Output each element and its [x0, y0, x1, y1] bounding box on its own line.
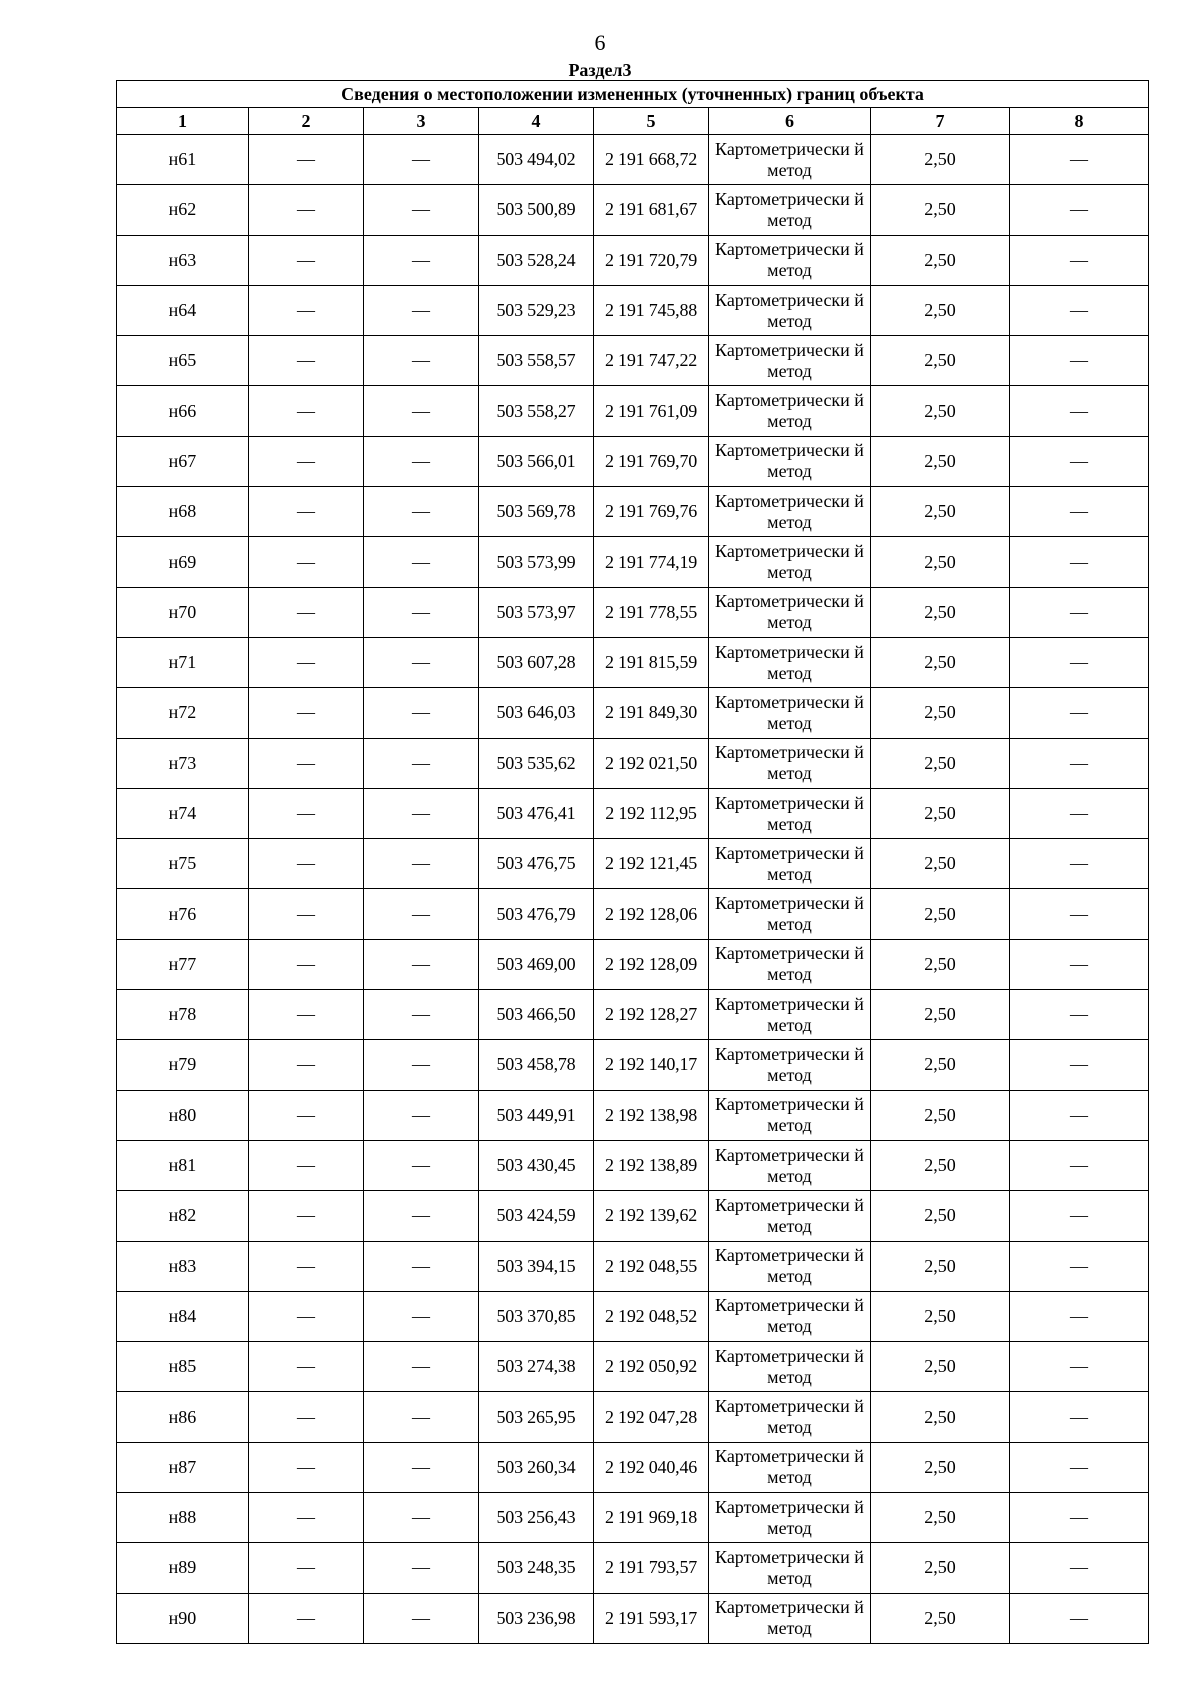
- boundary-coordinates-table: [116, 80, 1149, 1644]
- accuracy-cell: 2,50: [871, 285, 1010, 335]
- y-coordinate-cell: 2 192 138,98: [594, 1090, 709, 1140]
- accuracy-cell: 2,50: [871, 1140, 1010, 1190]
- point-name-cell: н79: [117, 1040, 249, 1090]
- table-row: [117, 336, 1149, 386]
- accuracy-cell: 2,50: [871, 990, 1010, 1040]
- col8-cell: —: [1010, 1543, 1149, 1593]
- point-name-cell: н90: [117, 1593, 249, 1643]
- y-coordinate-cell: 2 191 720,79: [594, 235, 709, 285]
- col3-cell: —: [364, 1241, 479, 1291]
- col8-cell: —: [1010, 1291, 1149, 1341]
- accuracy-cell: 2,50: [871, 637, 1010, 687]
- accuracy-cell: 2,50: [871, 537, 1010, 587]
- col3-cell: —: [364, 1140, 479, 1190]
- col2-cell: —: [249, 1140, 364, 1190]
- y-coordinate-cell: 2 192 021,50: [594, 738, 709, 788]
- point-name-cell: н85: [117, 1342, 249, 1392]
- col3-cell: —: [364, 1593, 479, 1643]
- col3-cell: —: [364, 1291, 479, 1341]
- accuracy-cell: 2,50: [871, 1040, 1010, 1090]
- col2-cell: —: [249, 1090, 364, 1140]
- table-row: [117, 1342, 1149, 1392]
- point-name-cell: н69: [117, 537, 249, 587]
- col2-cell: —: [249, 1040, 364, 1090]
- method-cell: Картометрически й метод: [709, 1493, 871, 1543]
- col3-cell: —: [364, 386, 479, 436]
- col8-cell: —: [1010, 939, 1149, 989]
- x-coordinate-cell: 503 528,24: [479, 235, 594, 285]
- section-title: Раздел3: [568, 60, 632, 80]
- point-name-cell: н88: [117, 1493, 249, 1543]
- x-coordinate-cell: 503 260,34: [479, 1442, 594, 1492]
- col8-cell: —: [1010, 336, 1149, 386]
- method-cell: Картометрически й метод: [709, 939, 871, 989]
- accuracy-cell: 2,50: [871, 738, 1010, 788]
- y-coordinate-cell: 2 191 769,76: [594, 487, 709, 537]
- method-cell: Картометрически й метод: [709, 386, 871, 436]
- col8-cell: —: [1010, 285, 1149, 335]
- col3-cell: —: [364, 587, 479, 637]
- accuracy-cell: 2,50: [871, 436, 1010, 486]
- table-row: [117, 537, 1149, 587]
- col8-cell: —: [1010, 1593, 1149, 1643]
- point-name-cell: н75: [117, 839, 249, 889]
- point-name-cell: н81: [117, 1140, 249, 1190]
- col2-cell: —: [249, 1442, 364, 1492]
- y-coordinate-cell: 2 191 747,22: [594, 336, 709, 386]
- x-coordinate-cell: 503 494,02: [479, 135, 594, 185]
- column-header: 2: [249, 108, 364, 135]
- point-name-cell: н83: [117, 1241, 249, 1291]
- method-cell: Картометрически й метод: [709, 889, 871, 939]
- col3-cell: —: [364, 1342, 479, 1392]
- table-row: [117, 1140, 1149, 1190]
- accuracy-cell: 2,50: [871, 135, 1010, 185]
- col3-cell: —: [364, 135, 479, 185]
- point-name-cell: н82: [117, 1191, 249, 1241]
- point-name-cell: н62: [117, 185, 249, 235]
- table-row: [117, 436, 1149, 486]
- method-cell: Картометрически й метод: [709, 1040, 871, 1090]
- column-header: 6: [709, 108, 871, 135]
- accuracy-cell: 2,50: [871, 185, 1010, 235]
- accuracy-cell: 2,50: [871, 587, 1010, 637]
- method-cell: Картометрически й метод: [709, 1593, 871, 1643]
- accuracy-cell: 2,50: [871, 1241, 1010, 1291]
- method-cell: Картометрически й метод: [709, 185, 871, 235]
- x-coordinate-cell: 503 566,01: [479, 436, 594, 486]
- method-cell: Картометрически й метод: [709, 990, 871, 1040]
- col3-cell: —: [364, 336, 479, 386]
- method-cell: Картометрически й метод: [709, 839, 871, 889]
- x-coordinate-cell: 503 236,98: [479, 1593, 594, 1643]
- y-coordinate-cell: 2 192 048,52: [594, 1291, 709, 1341]
- method-cell: Картометрически й метод: [709, 285, 871, 335]
- col3-cell: —: [364, 487, 479, 537]
- x-coordinate-cell: 503 558,27: [479, 386, 594, 436]
- point-name-cell: н73: [117, 738, 249, 788]
- y-coordinate-cell: 2 191 745,88: [594, 285, 709, 335]
- method-cell: Картометрически й метод: [709, 637, 871, 687]
- point-name-cell: н77: [117, 939, 249, 989]
- table-row: [117, 738, 1149, 788]
- table-row: [117, 939, 1149, 989]
- y-coordinate-cell: 2 192 128,06: [594, 889, 709, 939]
- table-row: [117, 587, 1149, 637]
- table-row: [117, 285, 1149, 335]
- x-coordinate-cell: 503 535,62: [479, 738, 594, 788]
- x-coordinate-cell: 503 569,78: [479, 487, 594, 537]
- col2-cell: —: [249, 839, 364, 889]
- col8-cell: —: [1010, 135, 1149, 185]
- method-cell: Картометрически й метод: [709, 1543, 871, 1593]
- point-name-cell: н68: [117, 487, 249, 537]
- method-cell: Картометрически й метод: [709, 1291, 871, 1341]
- col3-cell: —: [364, 788, 479, 838]
- point-name-cell: н67: [117, 436, 249, 486]
- col3-cell: —: [364, 1392, 479, 1442]
- x-coordinate-cell: 503 424,59: [479, 1191, 594, 1241]
- col8-cell: —: [1010, 1342, 1149, 1392]
- accuracy-cell: 2,50: [871, 1442, 1010, 1492]
- page-number: 6: [594, 30, 606, 55]
- col2-cell: —: [249, 487, 364, 537]
- col2-cell: —: [249, 1593, 364, 1643]
- point-name-cell: н84: [117, 1291, 249, 1341]
- col8-cell: —: [1010, 1191, 1149, 1241]
- col3-cell: —: [364, 285, 479, 335]
- point-name-cell: н87: [117, 1442, 249, 1492]
- table-row: [117, 788, 1149, 838]
- y-coordinate-cell: 2 192 050,92: [594, 1342, 709, 1392]
- col8-cell: —: [1010, 839, 1149, 889]
- col8-cell: —: [1010, 637, 1149, 687]
- col8-cell: —: [1010, 1392, 1149, 1442]
- point-name-cell: н78: [117, 990, 249, 1040]
- col8-cell: —: [1010, 1090, 1149, 1140]
- table-row: [117, 1593, 1149, 1643]
- x-coordinate-cell: 503 573,97: [479, 587, 594, 637]
- accuracy-cell: 2,50: [871, 889, 1010, 939]
- accuracy-cell: 2,50: [871, 688, 1010, 738]
- method-cell: Картометрически й метод: [709, 537, 871, 587]
- accuracy-cell: 2,50: [871, 1191, 1010, 1241]
- x-coordinate-cell: 503 607,28: [479, 637, 594, 687]
- y-coordinate-cell: 2 192 121,45: [594, 839, 709, 889]
- x-coordinate-cell: 503 558,57: [479, 336, 594, 386]
- col3-cell: —: [364, 1090, 479, 1140]
- column-header: 4: [479, 108, 594, 135]
- y-coordinate-cell: 2 192 047,28: [594, 1392, 709, 1442]
- accuracy-cell: 2,50: [871, 939, 1010, 989]
- col2-cell: —: [249, 889, 364, 939]
- col3-cell: —: [364, 990, 479, 1040]
- method-cell: Картометрически й метод: [709, 1392, 871, 1442]
- col8-cell: —: [1010, 1140, 1149, 1190]
- col3-cell: —: [364, 537, 479, 587]
- y-coordinate-cell: 2 191 815,59: [594, 637, 709, 687]
- col8-cell: —: [1010, 185, 1149, 235]
- table-row: [117, 1543, 1149, 1593]
- table-row: [117, 1040, 1149, 1090]
- y-coordinate-cell: 2 192 128,09: [594, 939, 709, 989]
- y-coordinate-cell: 2 192 128,27: [594, 990, 709, 1040]
- accuracy-cell: 2,50: [871, 1291, 1010, 1341]
- y-coordinate-cell: 2 191 769,70: [594, 436, 709, 486]
- x-coordinate-cell: 503 449,91: [479, 1090, 594, 1140]
- table-row: [117, 1291, 1149, 1341]
- col8-cell: —: [1010, 688, 1149, 738]
- table-title: Сведения о местоположении измененных (уточненных) границ объекта: [117, 81, 1149, 108]
- col8-cell: —: [1010, 1442, 1149, 1492]
- point-name-cell: н66: [117, 386, 249, 436]
- table-row: [117, 990, 1149, 1040]
- y-coordinate-cell: 2 191 668,72: [594, 135, 709, 185]
- point-name-cell: н64: [117, 285, 249, 335]
- col8-cell: —: [1010, 738, 1149, 788]
- x-coordinate-cell: 503 476,75: [479, 839, 594, 889]
- col2-cell: —: [249, 738, 364, 788]
- col2-cell: —: [249, 1342, 364, 1392]
- point-name-cell: н89: [117, 1543, 249, 1593]
- y-coordinate-cell: 2 192 139,62: [594, 1191, 709, 1241]
- method-cell: Картометрически й метод: [709, 788, 871, 838]
- x-coordinate-cell: 503 265,95: [479, 1392, 594, 1442]
- col3-cell: —: [364, 1493, 479, 1543]
- col8-cell: —: [1010, 436, 1149, 486]
- column-header: 3: [364, 108, 479, 135]
- point-name-cell: н70: [117, 587, 249, 637]
- point-name-cell: н80: [117, 1090, 249, 1140]
- accuracy-cell: 2,50: [871, 1493, 1010, 1543]
- column-header: 7: [871, 108, 1010, 135]
- col2-cell: —: [249, 336, 364, 386]
- table-row: [117, 889, 1149, 939]
- x-coordinate-cell: 503 500,89: [479, 185, 594, 235]
- col2-cell: —: [249, 135, 364, 185]
- method-cell: Картометрически й метод: [709, 1140, 871, 1190]
- column-header-row: [117, 108, 1149, 135]
- col3-cell: —: [364, 185, 479, 235]
- x-coordinate-cell: 503 476,79: [479, 889, 594, 939]
- x-coordinate-cell: 503 274,38: [479, 1342, 594, 1392]
- method-cell: Картометрически й метод: [709, 1442, 871, 1492]
- x-coordinate-cell: 503 458,78: [479, 1040, 594, 1090]
- point-name-cell: н72: [117, 688, 249, 738]
- col2-cell: —: [249, 1241, 364, 1291]
- col2-cell: —: [249, 1291, 364, 1341]
- y-coordinate-cell: 2 192 138,89: [594, 1140, 709, 1190]
- x-coordinate-cell: 503 476,41: [479, 788, 594, 838]
- accuracy-cell: 2,50: [871, 1090, 1010, 1140]
- col2-cell: —: [249, 939, 364, 989]
- col2-cell: —: [249, 1191, 364, 1241]
- method-cell: Картометрически й метод: [709, 436, 871, 486]
- table-row: [117, 1442, 1149, 1492]
- method-cell: Картометрически й метод: [709, 487, 871, 537]
- point-name-cell: н71: [117, 637, 249, 687]
- x-coordinate-cell: 503 430,45: [479, 1140, 594, 1190]
- col2-cell: —: [249, 587, 364, 637]
- y-coordinate-cell: 2 192 140,17: [594, 1040, 709, 1090]
- accuracy-cell: 2,50: [871, 1392, 1010, 1442]
- col3-cell: —: [364, 1040, 479, 1090]
- col3-cell: —: [364, 839, 479, 889]
- col3-cell: —: [364, 1442, 479, 1492]
- col8-cell: —: [1010, 487, 1149, 537]
- col8-cell: —: [1010, 990, 1149, 1040]
- col3-cell: —: [364, 637, 479, 687]
- col8-cell: —: [1010, 587, 1149, 637]
- col3-cell: —: [364, 688, 479, 738]
- column-header: 1: [117, 108, 249, 135]
- point-name-cell: н74: [117, 788, 249, 838]
- method-cell: Картометрически й метод: [709, 1241, 871, 1291]
- table-row: [117, 135, 1149, 185]
- method-cell: Картометрически й метод: [709, 1090, 871, 1140]
- x-coordinate-cell: 503 256,43: [479, 1493, 594, 1543]
- col3-cell: —: [364, 889, 479, 939]
- col2-cell: —: [249, 637, 364, 687]
- x-coordinate-cell: 503 469,00: [479, 939, 594, 989]
- point-name-cell: н65: [117, 336, 249, 386]
- table-row: [117, 487, 1149, 537]
- col3-cell: —: [364, 1191, 479, 1241]
- y-coordinate-cell: 2 191 593,17: [594, 1593, 709, 1643]
- table-row: [117, 1241, 1149, 1291]
- accuracy-cell: 2,50: [871, 1342, 1010, 1392]
- table-row: [117, 1090, 1149, 1140]
- col2-cell: —: [249, 1543, 364, 1593]
- col2-cell: —: [249, 688, 364, 738]
- method-cell: Картометрически й метод: [709, 1191, 871, 1241]
- y-coordinate-cell: 2 191 849,30: [594, 688, 709, 738]
- col2-cell: —: [249, 1392, 364, 1442]
- x-coordinate-cell: 503 394,15: [479, 1241, 594, 1291]
- col3-cell: —: [364, 436, 479, 486]
- table-row: [117, 688, 1149, 738]
- y-coordinate-cell: 2 191 969,18: [594, 1493, 709, 1543]
- col3-cell: —: [364, 1543, 479, 1593]
- col8-cell: —: [1010, 235, 1149, 285]
- col2-cell: —: [249, 285, 364, 335]
- col8-cell: —: [1010, 1493, 1149, 1543]
- accuracy-cell: 2,50: [871, 336, 1010, 386]
- column-header: 8: [1010, 108, 1149, 135]
- y-coordinate-cell: 2 191 774,19: [594, 537, 709, 587]
- accuracy-cell: 2,50: [871, 1593, 1010, 1643]
- col2-cell: —: [249, 1493, 364, 1543]
- point-name-cell: н86: [117, 1392, 249, 1442]
- accuracy-cell: 2,50: [871, 235, 1010, 285]
- col2-cell: —: [249, 537, 364, 587]
- method-cell: Картометрически й метод: [709, 235, 871, 285]
- y-coordinate-cell: 2 191 681,67: [594, 185, 709, 235]
- col2-cell: —: [249, 788, 364, 838]
- y-coordinate-cell: 2 192 048,55: [594, 1241, 709, 1291]
- accuracy-cell: 2,50: [871, 386, 1010, 436]
- accuracy-cell: 2,50: [871, 1543, 1010, 1593]
- table-row: [117, 1191, 1149, 1241]
- col8-cell: —: [1010, 1040, 1149, 1090]
- table-row: [117, 1392, 1149, 1442]
- col3-cell: —: [364, 235, 479, 285]
- col2-cell: —: [249, 235, 364, 285]
- x-coordinate-cell: 503 466,50: [479, 990, 594, 1040]
- method-cell: Картометрически й метод: [709, 587, 871, 637]
- table-row: [117, 386, 1149, 436]
- accuracy-cell: 2,50: [871, 487, 1010, 537]
- y-coordinate-cell: 2 192 112,95: [594, 788, 709, 838]
- accuracy-cell: 2,50: [871, 839, 1010, 889]
- col8-cell: —: [1010, 1241, 1149, 1291]
- y-coordinate-cell: 2 191 778,55: [594, 587, 709, 637]
- x-coordinate-cell: 503 646,03: [479, 688, 594, 738]
- table-row: [117, 637, 1149, 687]
- col2-cell: —: [249, 386, 364, 436]
- method-cell: Картометрически й метод: [709, 688, 871, 738]
- table-row: [117, 185, 1149, 235]
- method-cell: Картометрически й метод: [709, 336, 871, 386]
- column-header: 5: [594, 108, 709, 135]
- col8-cell: —: [1010, 788, 1149, 838]
- col3-cell: —: [364, 738, 479, 788]
- col8-cell: —: [1010, 386, 1149, 436]
- y-coordinate-cell: 2 192 040,46: [594, 1442, 709, 1492]
- y-coordinate-cell: 2 191 793,57: [594, 1543, 709, 1593]
- table-row: [117, 235, 1149, 285]
- x-coordinate-cell: 503 370,85: [479, 1291, 594, 1341]
- accuracy-cell: 2,50: [871, 788, 1010, 838]
- method-cell: Картометрически й метод: [709, 135, 871, 185]
- col3-cell: —: [364, 939, 479, 989]
- table-row: [117, 1493, 1149, 1543]
- y-coordinate-cell: 2 191 761,09: [594, 386, 709, 436]
- col2-cell: —: [249, 185, 364, 235]
- point-name-cell: н63: [117, 235, 249, 285]
- method-cell: Картометрически й метод: [709, 1342, 871, 1392]
- method-cell: Картометрически й метод: [709, 738, 871, 788]
- col8-cell: —: [1010, 889, 1149, 939]
- col8-cell: —: [1010, 537, 1149, 587]
- point-name-cell: н76: [117, 889, 249, 939]
- x-coordinate-cell: 503 248,35: [479, 1543, 594, 1593]
- point-name-cell: н61: [117, 135, 249, 185]
- x-coordinate-cell: 503 529,23: [479, 285, 594, 335]
- col2-cell: —: [249, 436, 364, 486]
- table-row: [117, 839, 1149, 889]
- col2-cell: —: [249, 990, 364, 1040]
- x-coordinate-cell: 503 573,99: [479, 537, 594, 587]
